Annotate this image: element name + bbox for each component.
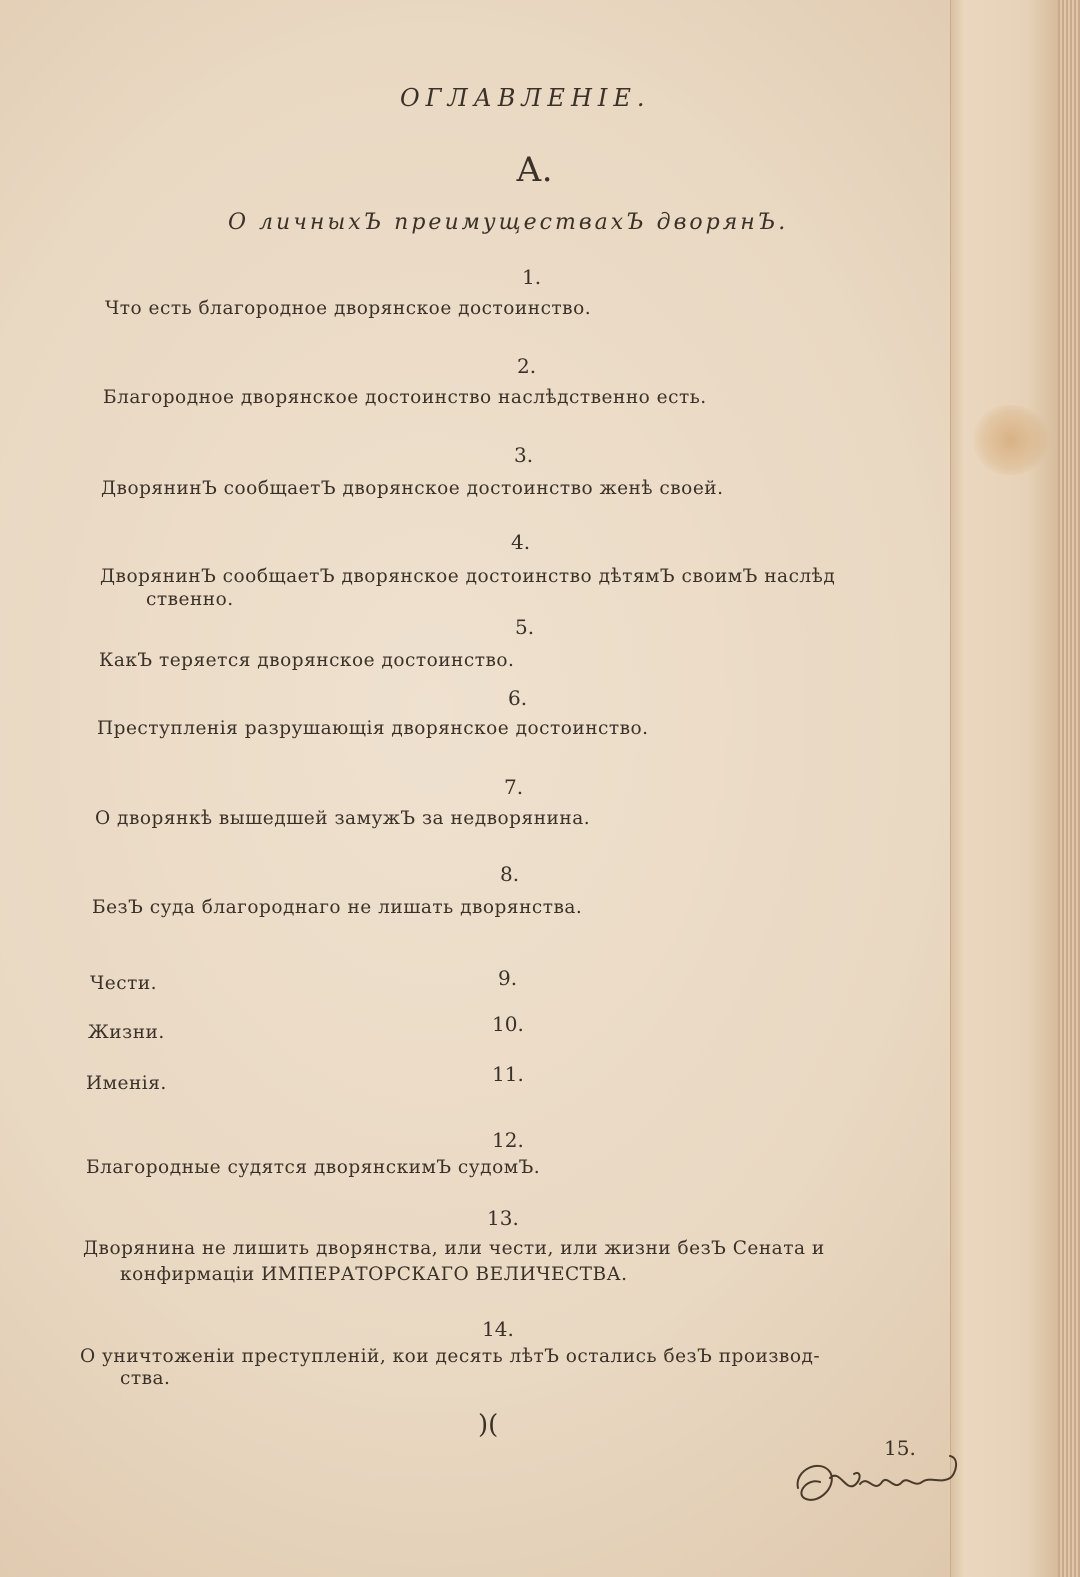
catchword: 15.: [884, 1436, 916, 1460]
entry-text: ДворянинЪ сообщаетЪ дворянское достоинство женѣ своей.: [101, 478, 724, 499]
entry-text: Чести.: [90, 973, 158, 994]
entry-number: 8.: [500, 862, 520, 886]
entry-text: КакЪ теряется дворянское достоинство.: [99, 650, 515, 671]
entry-number: 5.: [515, 615, 535, 639]
section-title: О личныхЪ преимуществахЪ дворянЪ.: [228, 210, 789, 235]
entry-number: 10.: [492, 1012, 524, 1036]
printer-ornament: )(: [478, 1410, 499, 1440]
handwritten-signature: [790, 1448, 970, 1518]
entry-number: 3.: [514, 443, 534, 467]
entry-text-continuation: ственно.: [146, 589, 234, 610]
entry-text: ДворянинЪ сообщаетЪ дворянское достоинство дѣтямЪ своимЪ наслѣд: [100, 566, 836, 587]
entry-number: 6.: [508, 686, 528, 710]
entry-text: БезЪ суда благороднаго не лишать дворянства.: [92, 897, 583, 918]
entry-text: О дворянкѣ вышедшей замужЪ за недворянина.: [95, 808, 591, 829]
entry-number: 9.: [498, 966, 518, 990]
entry-text: Дворянина не лишить дворянства, или чести, или жизни безЪ Сената и: [83, 1238, 825, 1259]
entry-text: Что есть благородное дворянское достоинство.: [105, 298, 592, 319]
page-fold: [950, 0, 1059, 1577]
entry-number: 4.: [511, 530, 531, 554]
entry-number: 12.: [492, 1128, 524, 1152]
page-heading: ОГЛАВЛЕНIЕ.: [400, 84, 651, 112]
entry-text: О уничтоженіи преступленій, кои десять лѣтЪ остались безЪ производ-: [80, 1346, 821, 1367]
paper-stain: [972, 405, 1050, 475]
entry-text: Жизни.: [88, 1022, 165, 1043]
entry-number: 7.: [504, 775, 524, 799]
entry-text-continuation: ства.: [120, 1368, 171, 1389]
page-edges: [1058, 0, 1080, 1577]
entry-number: 11.: [492, 1062, 524, 1086]
entry-number: 2.: [517, 354, 537, 378]
entry-text: Преступленія разрушающія дворянское достоинство.: [97, 718, 649, 739]
section-letter: А.: [516, 150, 553, 190]
entry-text: Именія.: [86, 1073, 167, 1094]
entry-number: 14.: [482, 1317, 514, 1341]
entry-number: 1.: [522, 265, 542, 289]
entry-text-continuation: конфирмаціи ИМПЕРАТОРСКАГО ВЕЛИЧЕСТВА.: [120, 1264, 628, 1285]
entry-text: Благородное дворянское достоинство наслѣдственно есть.: [103, 387, 707, 408]
entry-text: Благородные судятся дворянскимЪ судомЪ.: [86, 1157, 541, 1178]
entry-number: 13.: [487, 1206, 519, 1230]
